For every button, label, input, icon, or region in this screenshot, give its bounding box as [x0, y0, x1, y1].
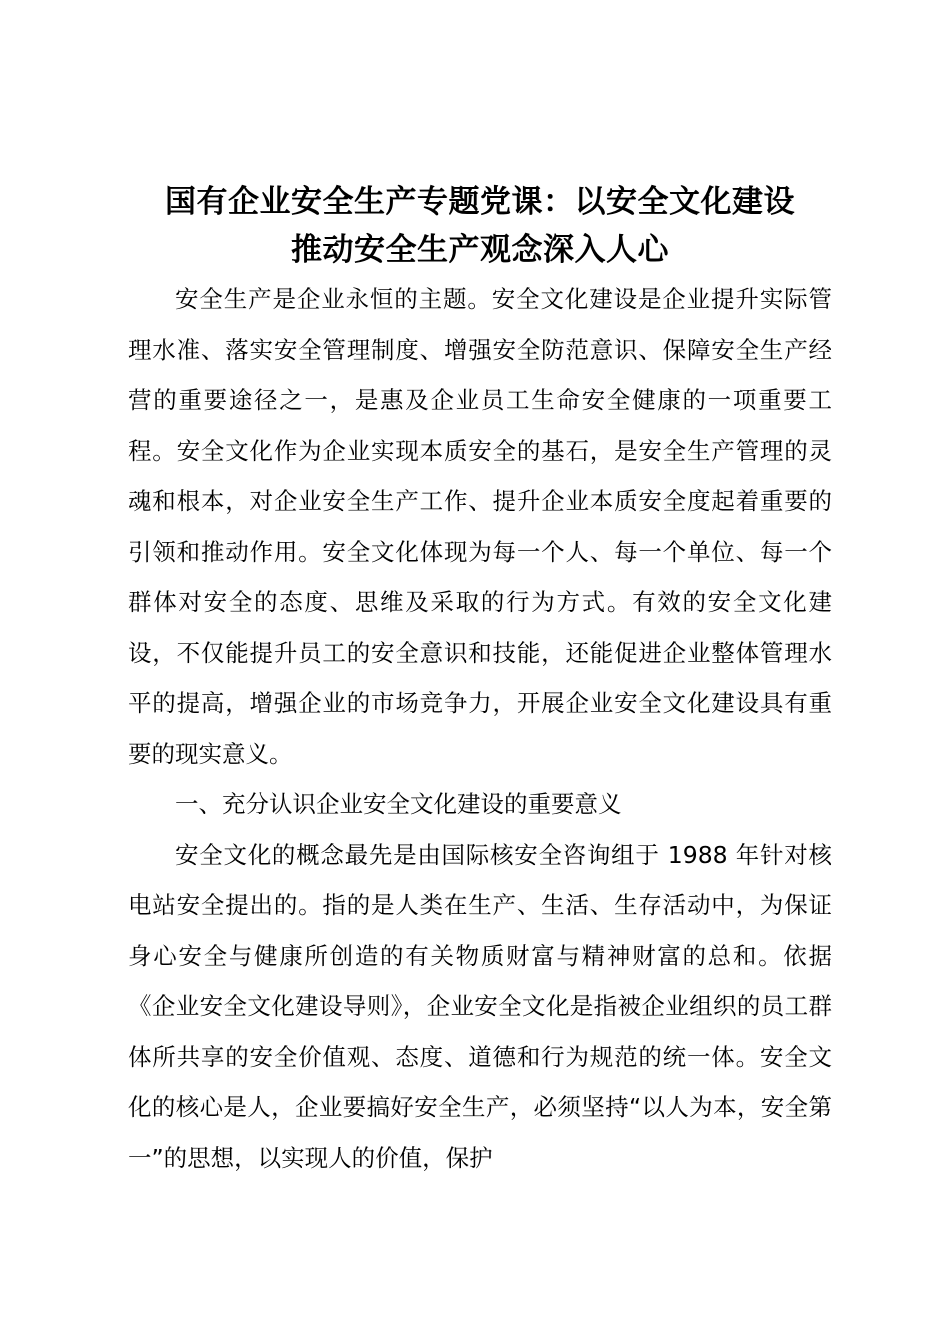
section-heading-1: 一、充分认识企业安全文化建设的重要意义: [175, 790, 622, 818]
title-line-1: 国有企业安全生产专题党课：以安全文化建设: [165, 184, 795, 220]
intro-paragraph: 安全生产是企业永恒的主题。安全文化建设是企业提升实际管理水准、落实安全管理制度、增强安全防范意识、保障安全生产经营的重要途径之一，是惠及企业员工生命安全健康的一项重要工程。安全文化作为企业实现本质安全的基石，是安全生产管理的灵魂和根本，对企业安全生产工作、提升企业本质安全度起着重要的引领和推动作用。安全文化体现为每一个人、每一个单位、每一个群体对安全的态度、思维及采取的行为方式。有效的安全文化建设，不仅能提升员工的安全意识和技能，还能促进企业整体管理水平的提高，增强企业的市场竞争力，开展企业安全文化建设具有重要的现实意义。: [128, 285, 832, 768]
section-1-paragraph: 安全文化的概念最先是由国际核安全咨询组于 1988 年针对核电站安全提出的。指的是人类在生产、生活、生存活动中，为保证身心安全与健康所创造的有关物质财富与精神财富的总和。依据《企业安全文化建设导则》，企业安全文化是指被企业组织的员工群体所共享的安全价值观、态度、道德和行为规范的统一体。安全文化的核心是人，企业要搞好安全生产，必须坚持“以人为本，安全第一”的思想，以实现人的价值，保护: [128, 840, 832, 1172]
title-line-2: 推动安全生产观念深入人心: [291, 232, 669, 268]
document-title: [128, 178, 832, 274]
document-body: [128, 178, 832, 1183]
